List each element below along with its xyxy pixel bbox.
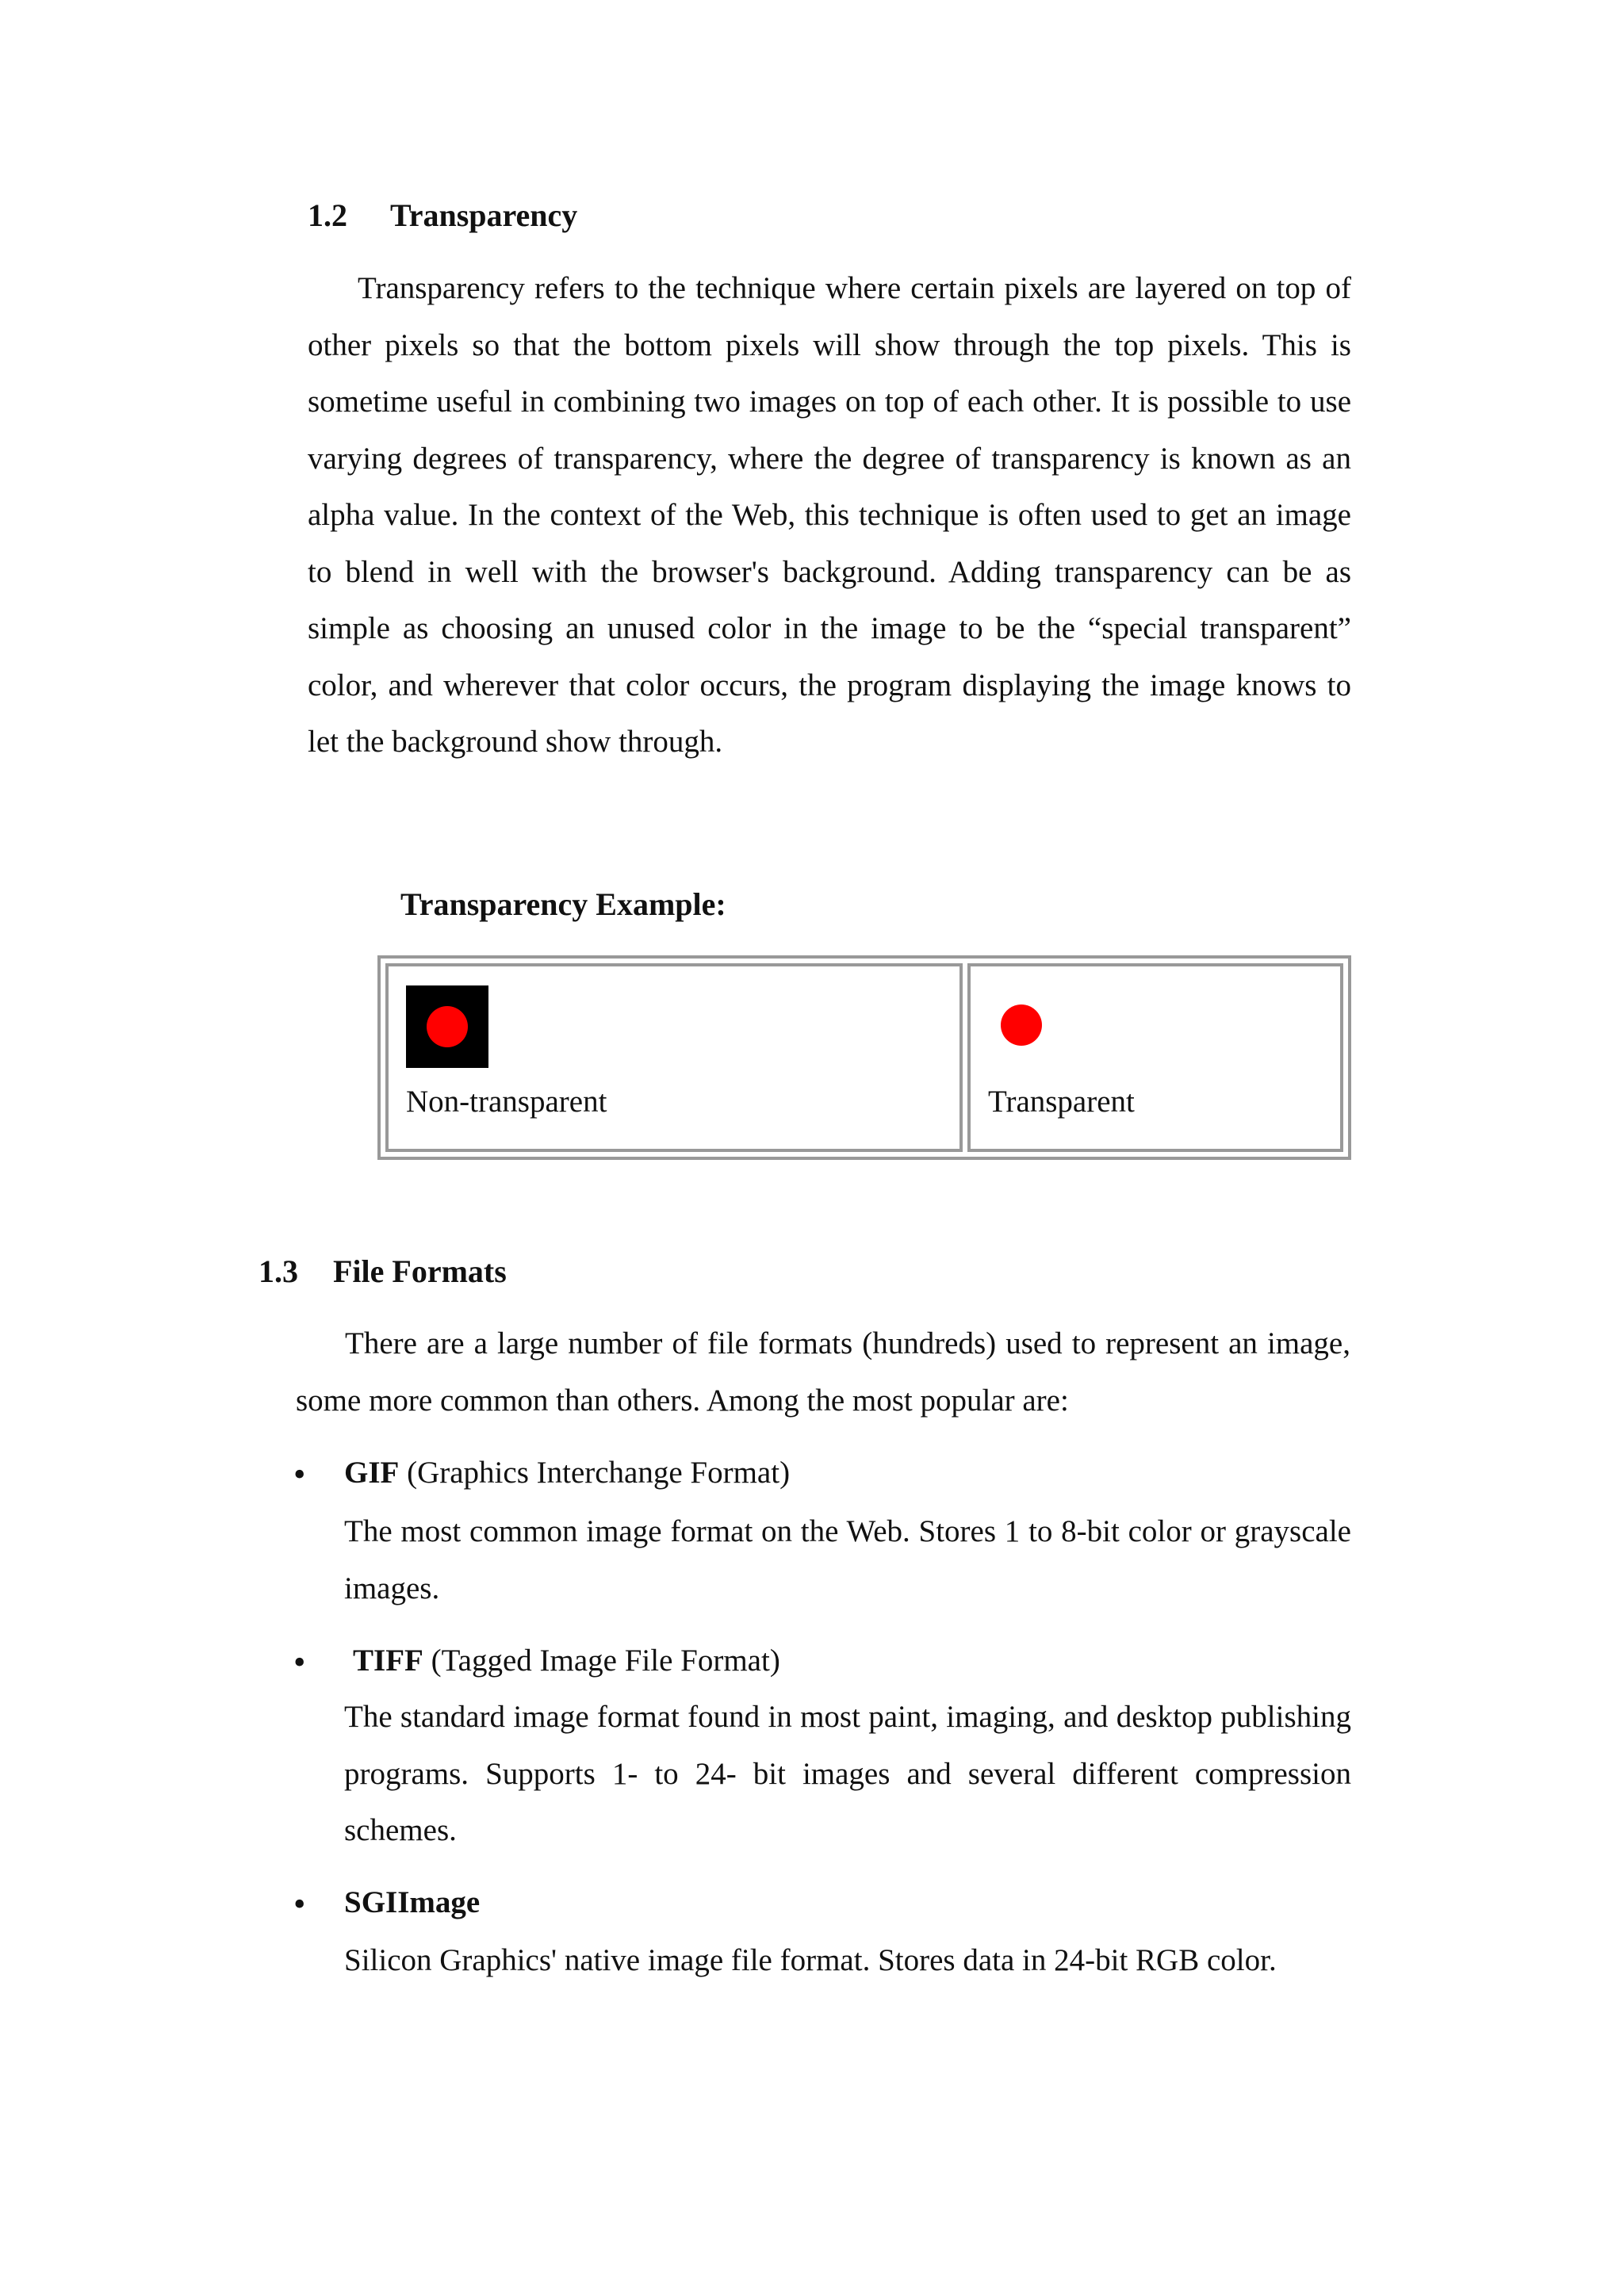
section-title: File Formats: [333, 1253, 507, 1289]
black-square-icon: [406, 985, 488, 1068]
bullet-icon: •: [293, 1455, 306, 1494]
body-paragraph: There are a large number of file formats (hundreds) used to represent an image, some more common than others. Among the most popular are:: [296, 1326, 1350, 1418]
red-dot-icon: [1001, 1004, 1042, 1046]
list-item-description: The most common image format on the Web. Stores 1 to 8-bit color or grayscale images.: [344, 1514, 1351, 1605]
list-item-title: [344, 1885, 480, 1920]
table-cell-non-transparent: [385, 963, 963, 1152]
cell-label: Transparent: [988, 1085, 1135, 1119]
transparency-example-table: [377, 955, 1351, 1160]
list-item-title: [344, 1455, 790, 1490]
body-paragraph: Transparency refers to the technique where certain pixels are layered on top of other pixels so that the bottom pixels will show through the top pixels. This is sometime useful in combining two images on top of each other. It is possible to use varying degrees of transparency, where the degree of transparency is known as an alpha value. In the context of the Web, this technique is often used to get an image to blend in well with the browser's background. Adding transparency can be as simple as choosing an unused color in the image to be the “special transparent” color, and wherever that color occurs, the program displaying the image knows to let the background show through.: [308, 271, 1351, 759]
list-item-description: Silicon Graphics' native image file format. Stores data in 24-bit RGB color.: [344, 1943, 1277, 1977]
red-dot-icon: [427, 1006, 468, 1047]
bullet-icon: •: [293, 1643, 306, 1682]
section-number: 1.2: [308, 197, 347, 233]
section-number: 1.3: [259, 1253, 298, 1289]
example-caption: Transparency Example:: [400, 886, 726, 922]
format-name: SGIImage: [344, 1885, 481, 1919]
cell-label: Non-transparent: [406, 1085, 607, 1119]
list-item-title: [353, 1643, 780, 1678]
table-cell-transparent: [967, 963, 1343, 1152]
format-name: GIF: [344, 1456, 400, 1490]
bullet-icon: •: [293, 1885, 306, 1923]
format-expansion: (Tagged Image File Format): [423, 1644, 780, 1678]
format-name: TIFF: [353, 1644, 423, 1678]
section-title: Transparency: [390, 197, 578, 233]
format-expansion: (Graphics Interchange Format): [399, 1456, 791, 1490]
list-item-description: The standard image format found in most paint, imaging, and desktop publishing programs. Supports 1- to 24- bit images and several different compression schemes.: [344, 1700, 1351, 1847]
